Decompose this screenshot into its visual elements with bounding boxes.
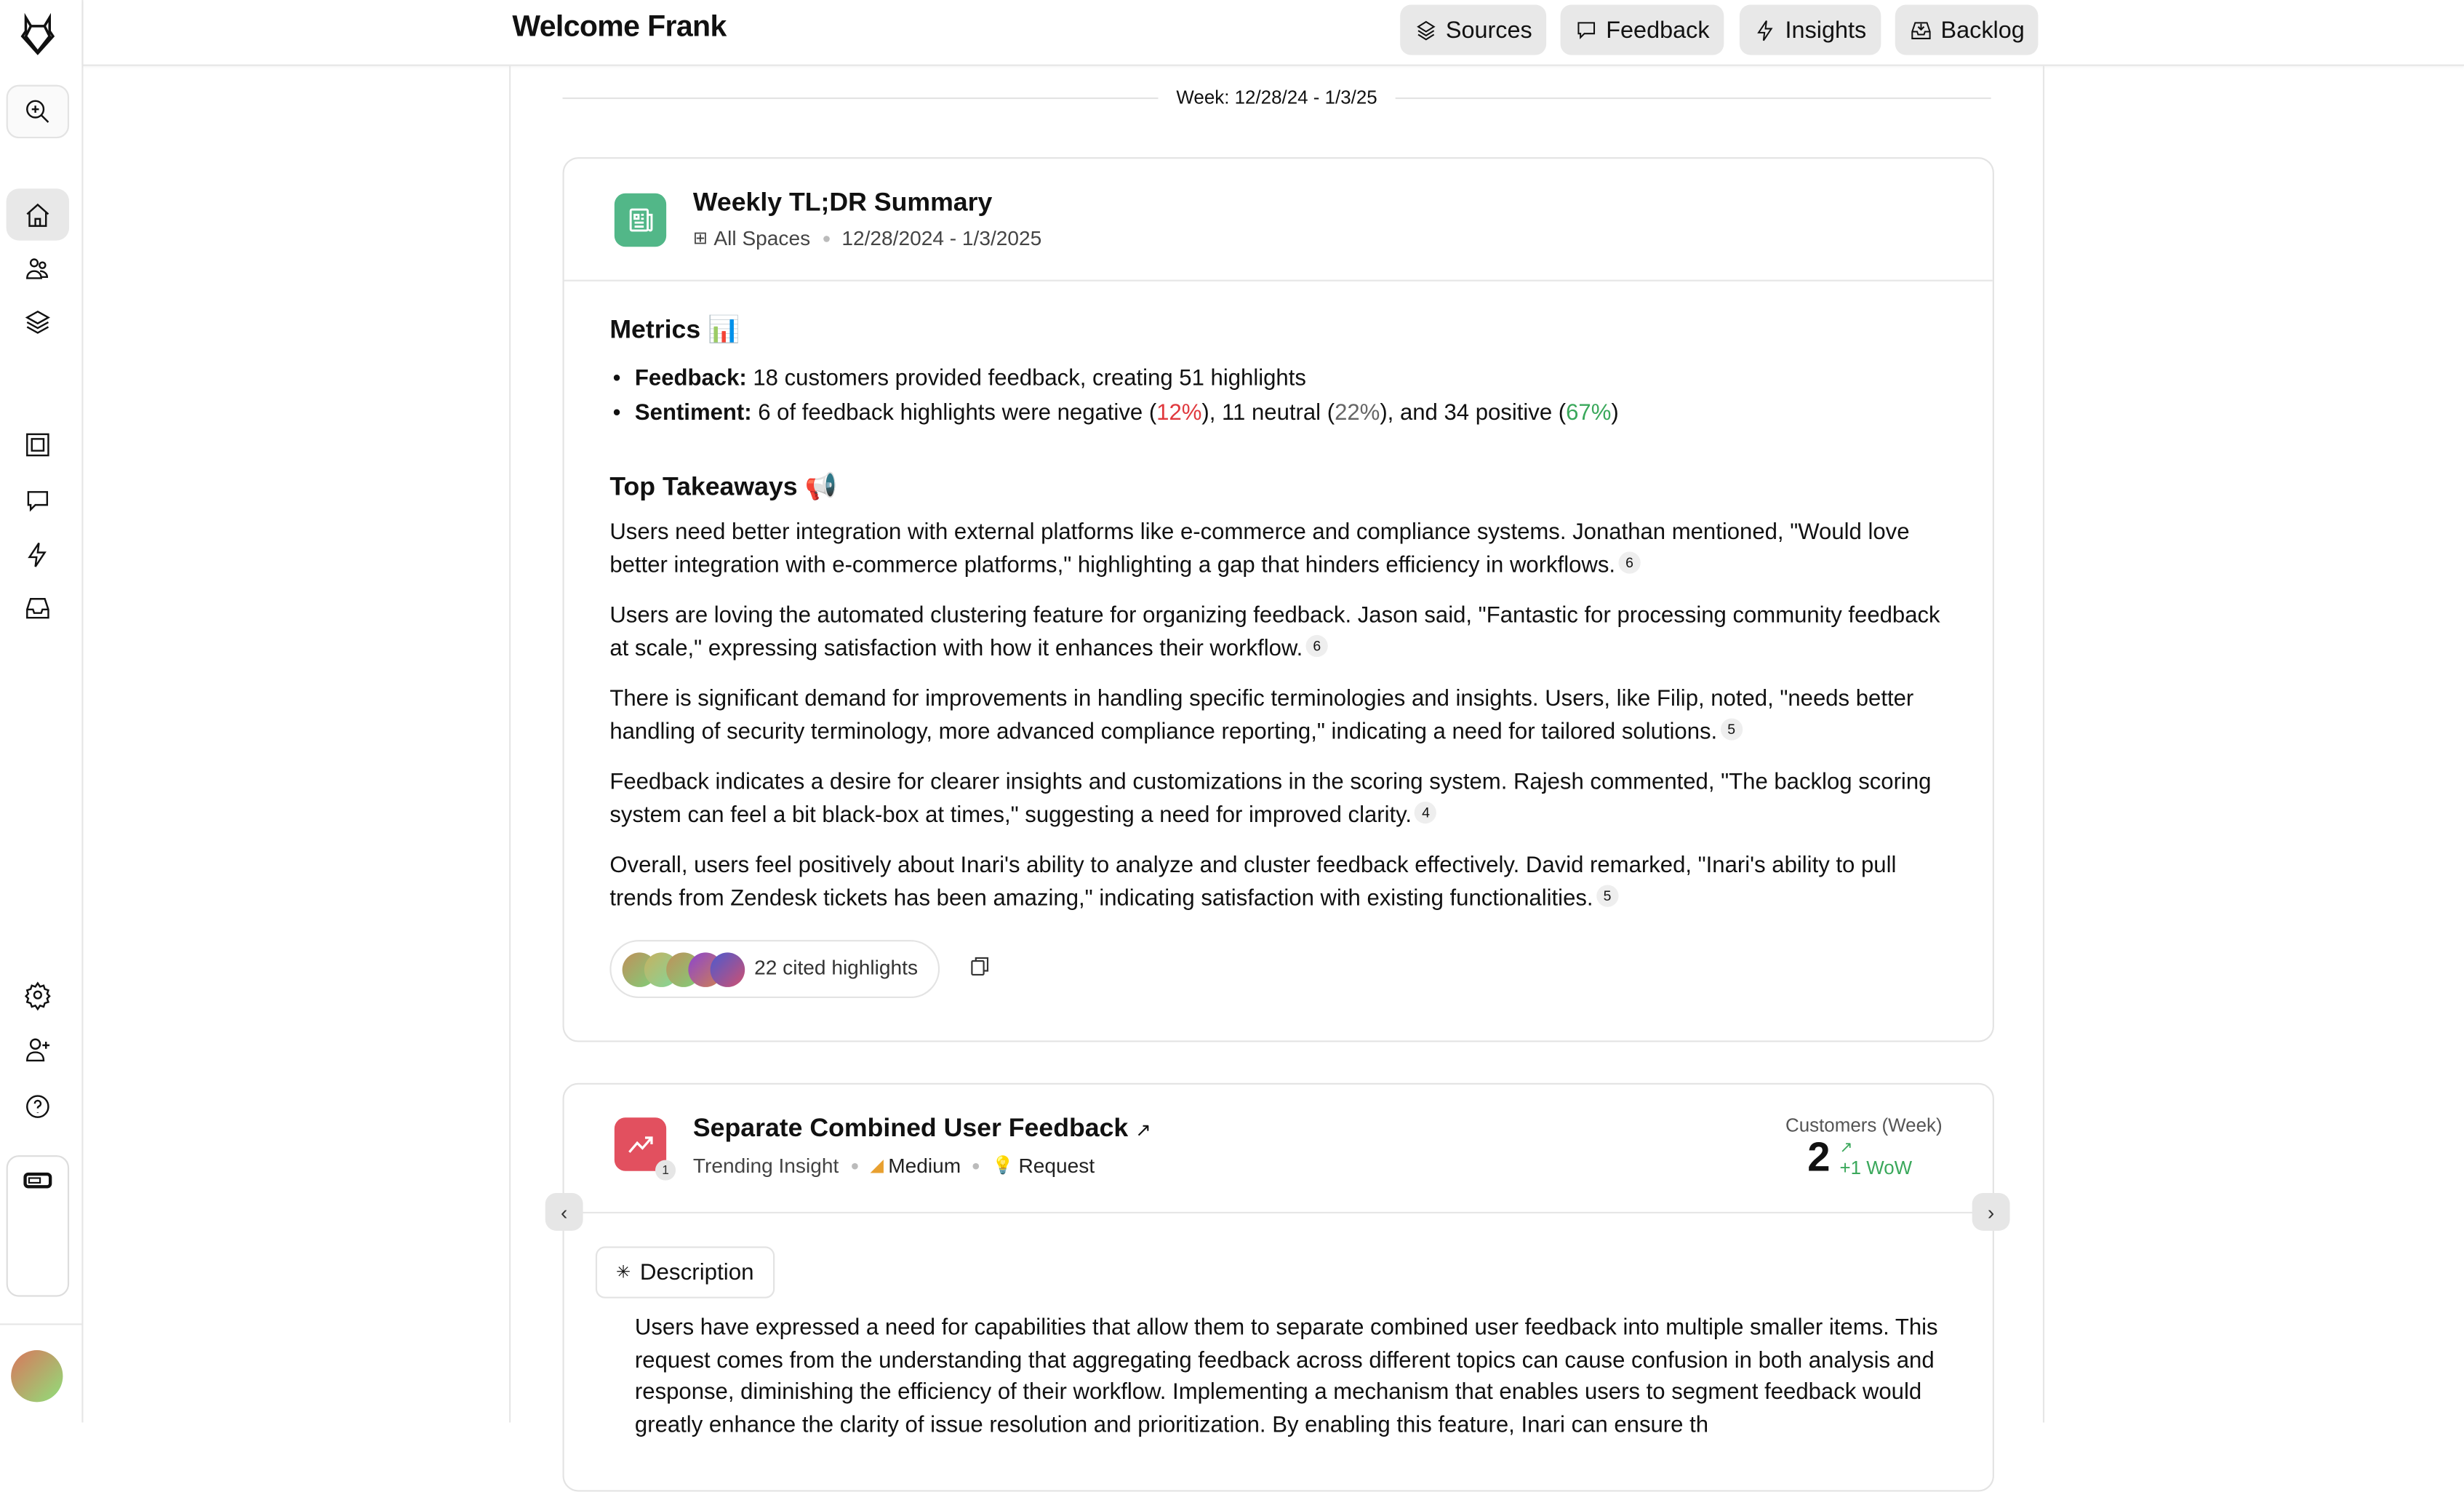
page-title: Welcome Frank [512,11,727,44]
inbox-icon [1909,18,1932,41]
newspaper-icon [615,194,666,247]
space-filter[interactable]: All Spaces [713,226,811,250]
home-icon[interactable] [7,188,69,240]
text: 6 of feedback highlights were negative ( [751,400,1157,426]
positive-pct: 67% [1566,400,1612,426]
nav-label: Insights [1785,16,1867,44]
trending-icon [615,1117,669,1178]
priority: Medium [888,1153,961,1178]
week-divider [563,87,1991,108]
chat-icon[interactable] [7,476,69,527]
sentiment-metric [609,396,1947,431]
insight-title[interactable]: Separate Combined User Feedback [692,1114,1129,1143]
label: Feedback: [634,365,747,391]
lightbulb-icon: 💡 [992,1157,1015,1176]
metric-value: 2 [1807,1133,1831,1181]
users-icon[interactable] [7,244,69,294]
date-range: 12/28/2024 - 1/3/2025 [841,226,1042,250]
takeaway-text: There is significant demand for improvements in handling specific terminologies and insights. Users, like Filip, noted, "needs better handling of security terminology, more advanced compliance reporting," indicating a need for tailored solutions. [609,687,1914,745]
battery-icon [23,1173,52,1189]
customers-metric [1785,1114,1943,1181]
trend-up-icon: ↗ [1839,1139,1853,1157]
cited-highlights-button[interactable] [609,940,940,998]
neutral-pct: 22% [1335,400,1380,426]
frame-icon[interactable] [7,420,69,470]
layers-icon [1415,18,1438,41]
citation-badge[interactable]: 5 [1596,884,1618,906]
citation-badge[interactable]: 5 [1721,717,1743,739]
citation-badge[interactable]: 6 [1618,551,1640,573]
badge-count: 1 [655,1160,676,1181]
nav-label: Backlog [1940,16,2025,44]
takeaway [609,600,1947,665]
insights-button[interactable] [1740,4,1881,55]
feed-column [509,66,2044,1437]
takeaway-text: Users are loving the automated clustering feature for organizing feedback. Jason said, "Fantastic for processing community feedback at scale," expressing satisfaction with how it enhances their workflow. [609,603,1940,661]
takeaway-text: Overall, users feel positively about Inari's ability to analyze and cluster feedback effectively. David remarked, "Inari's ability to pull trends from Zendesk tickets has been amazing," indicating satisfaction with existing functionalities. [609,853,1897,911]
value: 18 customers provided feedback, creating 51 highlights [746,365,1306,391]
bolt-icon[interactable] [7,530,69,580]
description-tab[interactable] [596,1246,775,1298]
feedback-button[interactable] [1561,4,1724,55]
insight-description: Users have expressed a need for capabilities that allow them to separate combined user feedback into multiple smaller items. This request comes from the understanding that aggregating feedback across different topics can cause confusion in both analysis and response, diminishing the efficiency of their workflow. Implementing a mechanism that enables users to segment feedback would greatly enhance the clarity of issue resolution and prioritization. By enabling this feature, Inari can ensure th [634,1315,1938,1437]
takeaway [609,517,1947,582]
add-user-icon[interactable] [7,1025,69,1075]
takeaways-heading: Top Takeaways 📢 [609,472,837,501]
insight-type: Trending Insight [692,1153,839,1178]
copy-icon[interactable] [968,954,991,978]
backlog-button[interactable] [1895,4,2039,55]
sidebar [0,0,84,1422]
text: ), 11 neutral ( [1201,400,1335,426]
category: Request [1018,1153,1095,1178]
negative-pct: 12% [1156,400,1202,426]
avatar [711,952,745,986]
metric-label: Customers (Week) [1785,1114,1943,1137]
takeaway [609,684,1947,749]
search-zoom-button[interactable] [7,85,69,138]
takeaway-text: Users need better integration with external platforms like e-commerce and compliance systems. Jonathan mentioned, "Would love better integration with e-commerce platforms," highlighting a gap that hinders efficiency in workflows. [609,520,1910,578]
layers-icon[interactable] [7,297,69,347]
header [84,0,2464,66]
text: ), and 34 positive ( [1380,400,1567,426]
bolt-icon [1753,18,1777,41]
feedback-metric [609,361,1947,396]
week-label: Week: 12/28/24 - 1/3/25 [1176,86,1377,109]
settings-icon[interactable] [7,970,69,1020]
nav-label: Feedback [1606,16,1710,44]
chat-icon [1575,18,1598,41]
text: ) [1611,400,1619,426]
insight-card [563,1083,1994,1492]
next-insight-button[interactable]: › [1972,1193,2010,1231]
metrics-heading: Metrics 📊 [609,316,740,345]
label: Sentiment: [634,400,752,426]
avatar[interactable] [11,1350,63,1402]
separator-dot [823,235,829,242]
citation-badge[interactable]: 4 [1415,801,1436,823]
separator-dot [973,1162,980,1169]
tab-label: Description [639,1259,754,1285]
fox-logo-icon[interactable] [7,9,69,60]
external-link-icon[interactable]: ↗ [1135,1119,1151,1141]
help-icon[interactable] [7,1082,69,1132]
wow-change: +1 WoW [1839,1157,1913,1179]
sidebar-divider [0,1323,84,1325]
takeaway [609,767,1947,831]
previous-insight-button[interactable]: ‹ [545,1193,583,1231]
inbox-icon[interactable] [7,583,69,634]
takeaway [609,850,1947,915]
priority-icon: ◢ [870,1157,884,1176]
sources-button[interactable] [1400,4,1546,55]
card-title: Weekly TL;DR Summary [692,188,993,218]
nav-label: Sources [1445,16,1532,44]
takeaway-text: Feedback indicates a desire for clearer insights and customizations in the scoring system. Rajesh commented, "The backlog scoring system can feel a bit black-box at times," suggesting a need for improved clarity. [609,770,1932,828]
cited-count: 22 cited highlights [754,956,919,980]
separator-dot [852,1162,858,1169]
weekly-summary-card [563,157,1994,1042]
citation-badge[interactable]: 6 [1306,634,1328,656]
sparkle-icon: ✳ [615,1264,631,1283]
grid-icon: ⊞ [692,229,708,249]
usage-panel[interactable] [7,1155,69,1296]
